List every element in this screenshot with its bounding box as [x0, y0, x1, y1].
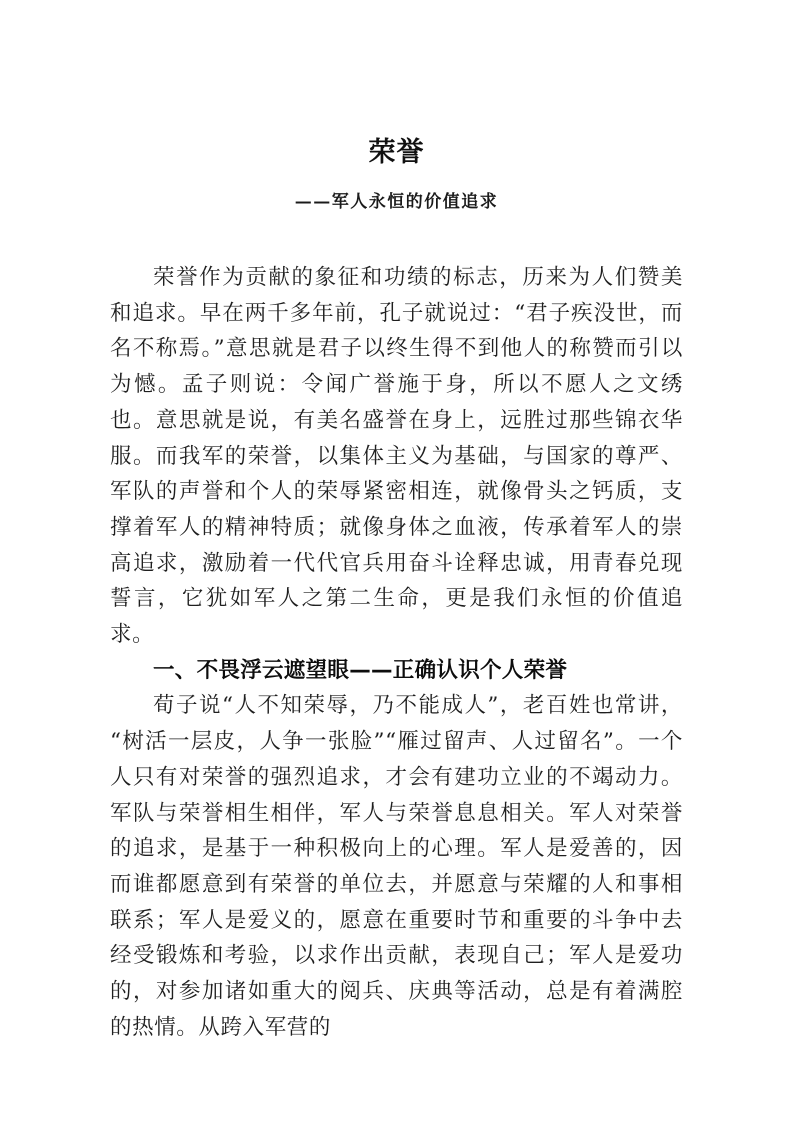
paragraph-intro: 荣誉作为贡献的象征和功绩的标志，历来为人们赞美和追求。早在两千多年前，孔子就说过：“君子疾没世，而名不称焉。”意思就是君子以终生得不到他人的称赞而引以为憾。孟子则说：令闻广誉施于身，所以不愿人之文绣也。意思就是说，有美名盛誉在身上，远胜过那些锦衣华服。而我军的荣誉，以集体主义为基础，与国家的尊严、军队的声誉和个人的荣辱紧密相连，就像骨头之钙质，支撑着军人的精神特质；就像身体之血液，传承着军人的崇高追求，激励着一代代官兵用奋斗诠释忠诚，用青春兑现誓言，它犹如军人之第二生命，更是我们永恒的价值追求。	[110, 265, 683, 648]
page-title: 荣誉	[368, 137, 425, 168]
page-subtitle: ——军人永恒的价值追求	[294, 192, 499, 212]
document-body	[110, 214, 683, 1045]
paragraph-section1-body: 荀子说“人不知荣辱，乃不能成人”，老百姓也常讲，“树活一层皮，人争一张脸”“雁过留声、人过留名”。一个人只有对荣誉的强烈追求，才会有建功立业的不竭动力。军队与荣誉相生相伴，军人与荣誉息息相关。军人对荣誉的追求，是基于一种积极向上的心理。军人是爱善的，因而谁都愿意到有荣誉的单位去，并愿意与荣耀的人和事相联系；军人是爱义的，愿意在重要时节和重要的斗争中去经受锻炼和考验，以求作出贡献，表现自己；军人是爱功的，对参加诸如重大的阅兵、庆典等活动，总是有着满腔的热情。从跨入军营的	[110, 693, 683, 1040]
section-heading-1: 一、不畏浮云遮望眼——正确认识个人荣誉	[153, 657, 568, 683]
document-content-column	[110, 0, 683, 1045]
